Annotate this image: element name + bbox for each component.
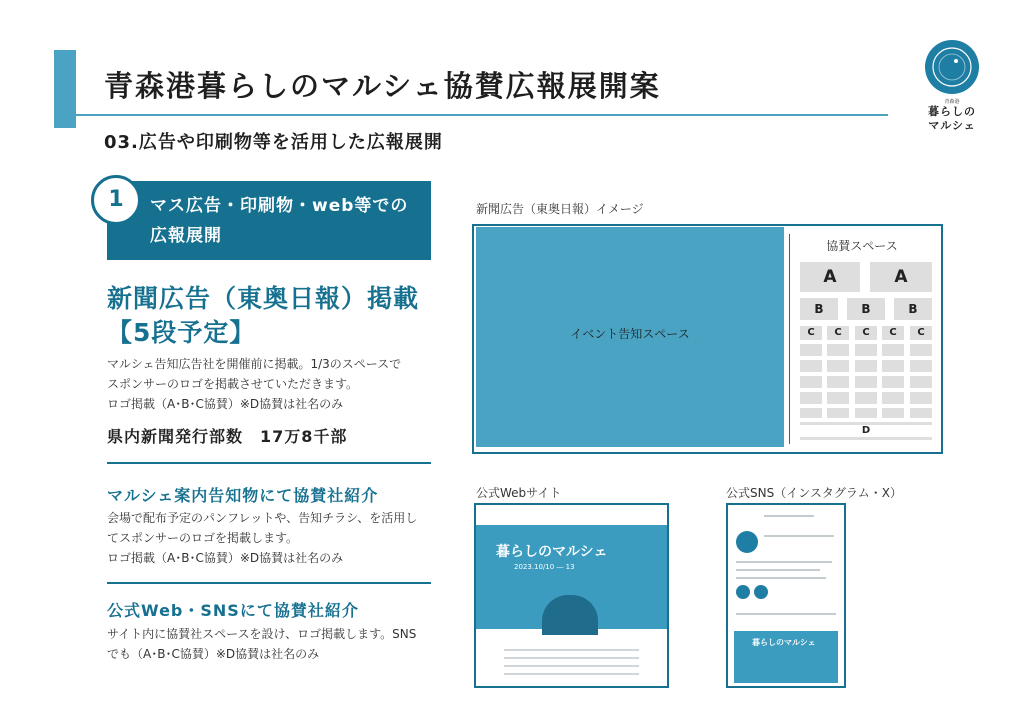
sns-image-caption: 公式SNS（インスタグラム・X） bbox=[726, 486, 902, 500]
newspaper-description bbox=[107, 354, 401, 414]
sponsor-grid-cell bbox=[800, 392, 822, 404]
website-mockup bbox=[474, 503, 669, 688]
web-sns-description bbox=[107, 624, 416, 664]
printed-desc-line3: ロゴ掲載（A･B･C協賛）※D協賛は社名のみ bbox=[107, 551, 344, 565]
sponsor-grid-cell bbox=[800, 360, 822, 372]
sponsor-grid-cell bbox=[855, 392, 877, 404]
sns-feed-title: 暮らしのマルシェ bbox=[752, 638, 816, 647]
sponsor-c-cell: C bbox=[827, 326, 849, 340]
sponsor-d-line bbox=[800, 437, 932, 440]
sponsor-grid-cell bbox=[855, 376, 877, 388]
sponsor-grid-cell bbox=[827, 392, 849, 404]
sns-highlight-icon bbox=[736, 585, 750, 599]
sponsor-grid-cell bbox=[855, 360, 877, 372]
sponsor-grid-cell bbox=[827, 360, 849, 372]
page-title: 青森港暮らしのマルシェ協賛広報展開案 bbox=[104, 69, 661, 103]
newspaper-heading-line1: 新聞広告（東奥日報）掲載 bbox=[107, 284, 420, 313]
sponsor-grid-cell bbox=[827, 376, 849, 388]
sns-bio-line bbox=[736, 561, 832, 563]
sns-tab-line bbox=[736, 613, 836, 615]
newspaper-heading-line2: 【5段予定】 bbox=[107, 318, 256, 347]
sponsor-c-cell: C bbox=[800, 326, 822, 340]
logo-text-line2: マルシェ bbox=[928, 119, 976, 132]
website-hero-date: 2023.10/10 ― 13 bbox=[514, 563, 575, 571]
divider-2 bbox=[107, 582, 431, 584]
page-subtitle: 03.広告や印刷物等を活用した広報展開 bbox=[104, 132, 443, 153]
sponsor-grid-cell bbox=[882, 344, 904, 356]
title-underline bbox=[76, 114, 888, 116]
sponsor-grid-cell bbox=[882, 376, 904, 388]
sponsor-grid-cell bbox=[855, 344, 877, 356]
sponsor-grid-cell bbox=[800, 408, 822, 418]
sponsor-b-cell: B bbox=[847, 298, 885, 320]
section-title: マス広告・印刷物・web等での広報展開 bbox=[150, 196, 409, 246]
sponsor-grid-cell bbox=[827, 344, 849, 356]
sponsor-grid-cell bbox=[882, 360, 904, 372]
sponsor-grid-cell bbox=[910, 344, 932, 356]
sponsor-separator bbox=[789, 234, 790, 444]
web-sns-desc-line1: サイト内に協賛社スペースを設け、ロゴ掲載します。SNS bbox=[107, 627, 417, 641]
sponsor-grid-cell bbox=[800, 376, 822, 388]
newspaper-desc-line3: ロゴ掲載（A･B･C協賛）※D協賛は社名のみ bbox=[107, 397, 344, 411]
cat-mascot-icon bbox=[542, 595, 598, 635]
sponsor-c-cell: C bbox=[882, 326, 904, 340]
web-sns-heading: 公式Web・SNSにて協賛社紹介 bbox=[107, 601, 359, 620]
website-hero-title: 暮らしのマルシェ bbox=[496, 544, 608, 560]
sponsor-a-cell: A bbox=[800, 262, 860, 292]
sponsor-b-cell: B bbox=[800, 298, 838, 320]
sns-mockup bbox=[726, 503, 846, 688]
circulation-stat: 県内新聞発行部数 17万8千部 bbox=[107, 427, 348, 446]
divider-1 bbox=[107, 462, 431, 464]
logo-small-text: 青森港 bbox=[944, 99, 960, 105]
sponsor-grid-cell bbox=[855, 408, 877, 418]
newspaper-image-caption: 新聞広告（東奥日報）イメージ bbox=[476, 202, 644, 216]
printed-desc-line1: 会場で配布予定のパンフレットや、告知チラシ、を活用し bbox=[107, 511, 418, 525]
sns-highlight-icon bbox=[754, 585, 768, 599]
circle-logo-icon bbox=[925, 40, 979, 94]
sponsor-space-title: 協賛スペース bbox=[826, 239, 898, 253]
marche-logo bbox=[924, 40, 980, 136]
sponsor-grid-cell bbox=[910, 392, 932, 404]
website-text-lines bbox=[504, 649, 639, 681]
sponsor-grid-cell bbox=[800, 344, 822, 356]
website-hero bbox=[476, 525, 667, 629]
sponsor-grid-cell bbox=[882, 392, 904, 404]
sns-avatar bbox=[736, 531, 758, 553]
printed-heading: マルシェ案内告知物にて協賛社紹介 bbox=[107, 486, 379, 505]
sponsor-grid-cell bbox=[910, 376, 932, 388]
sns-header-line bbox=[764, 515, 814, 517]
sponsor-grid-cell bbox=[882, 408, 904, 418]
event-space-label: イベント告知スペース bbox=[570, 327, 690, 341]
newspaper-desc-line2: スポンサーのロゴを掲載させていただきます。 bbox=[107, 377, 359, 391]
sns-bio-line bbox=[736, 577, 826, 579]
sponsor-grid-cell bbox=[910, 360, 932, 372]
printed-description bbox=[107, 508, 417, 568]
sponsor-grid-cell bbox=[827, 408, 849, 418]
sns-feed-image bbox=[734, 631, 838, 683]
sponsor-c-cell: C bbox=[910, 326, 932, 340]
sponsor-b-cell: B bbox=[894, 298, 932, 320]
sponsor-a-cell: A bbox=[870, 262, 932, 292]
sponsor-d-label: D bbox=[861, 425, 871, 436]
web-sns-desc-line2: でも（A･B･C協賛）※D協賛は社名のみ bbox=[107, 647, 320, 661]
sponsor-grid-cell bbox=[910, 408, 932, 418]
section-number-badge: 1 bbox=[91, 175, 141, 225]
sponsor-c-cell: C bbox=[855, 326, 877, 340]
logo-text-line1: 暮らしの bbox=[928, 105, 976, 118]
web-image-caption: 公式Webサイト bbox=[476, 486, 562, 500]
sns-profile-line bbox=[764, 535, 834, 537]
newspaper-heading bbox=[107, 282, 419, 350]
title-accent-bar bbox=[54, 50, 76, 128]
newspaper-desc-line1: マルシェ告知広告社を開催前に掲載。1/3のスペースで bbox=[107, 357, 402, 371]
printed-desc-line2: てスポンサーのロゴを掲載します。 bbox=[107, 531, 299, 545]
sns-bio-line bbox=[736, 569, 820, 571]
